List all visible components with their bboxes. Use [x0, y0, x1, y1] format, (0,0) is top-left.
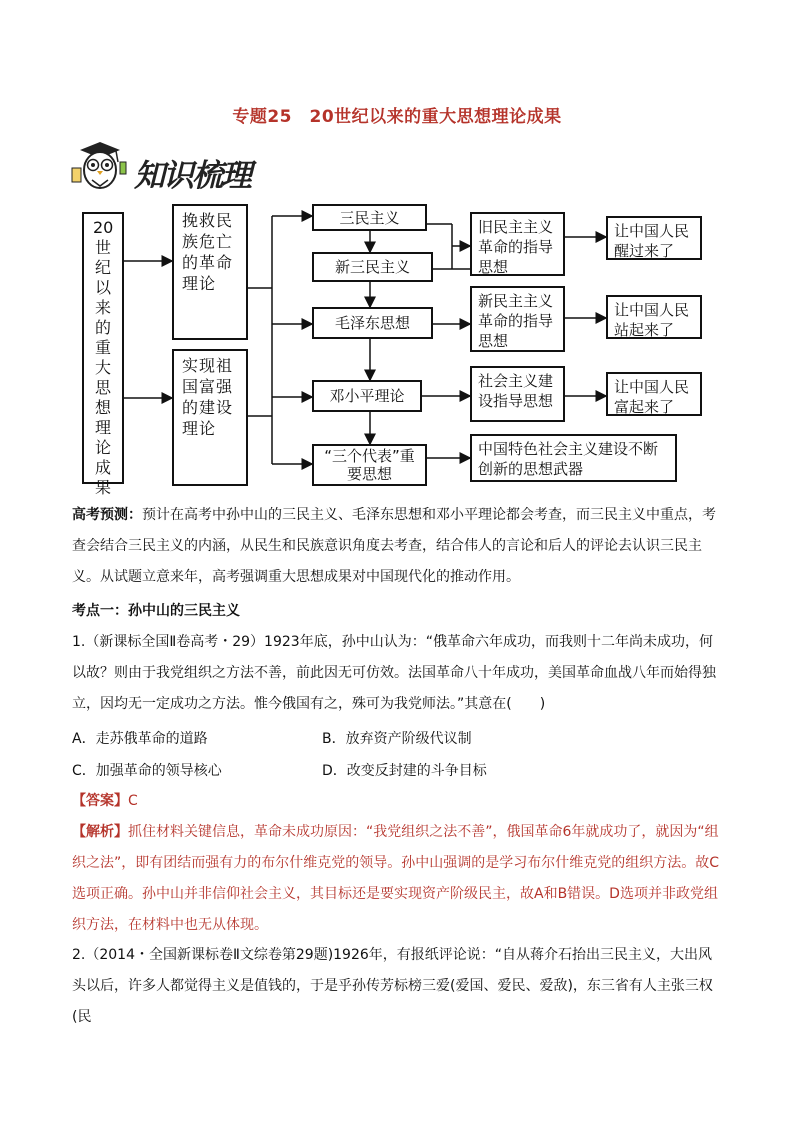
group-construction-label: 实现祖国富强的建设理论: [182, 356, 234, 438]
theory-box-deng: [312, 380, 422, 412]
analysis-text: 抓住材料关键信息，革命未成功原因：“我党组织之法不善”，俄国革命6年就成功了，就因为“组织之法”，即有团结而强有力的布尔什维克党的领导。孙中山强调的是学习布尔什维克党的组织方法。故C选项正确。孙中山并非信仰社会主义，其目标还是要实现资产阶级民主，故A和B错误。D选项并非政党组织方法，在材料中也无从体现。: [72, 824, 720, 933]
q1-answer: [72, 786, 726, 817]
theory-label: 三民主义: [339, 208, 400, 227]
role-label: 新民主主义革命的指导思想: [478, 292, 554, 350]
root-box: [82, 212, 124, 497]
result-label: 让中国人民站起来了: [614, 301, 690, 339]
q1-option-b: B．放弃资产阶级代议制: [322, 731, 472, 747]
q1-option-c: C．加强革命的领导核心: [72, 763, 222, 779]
forecast-paragraph: [72, 500, 726, 593]
group-revolution-label: 挽救民族危亡的革命理论: [182, 211, 234, 293]
q1-option-a: A．走苏俄革命的道路: [72, 731, 208, 747]
result-label: 让中国人民醒过来了: [614, 222, 690, 260]
owl-logo-icon: [66, 138, 130, 198]
question-1-stem: 1.（新课标全国Ⅱ卷高考・29）1923年底，孙中山认为：“俄革命六年成功，而我则十二年尚未成功，何以故？则由于我党组织之方法不善，前此因无可仿效。法国革命八十年成功，美国革命血战八年而始得独立，因均无一定成功之方法。惟今俄国有之，殊可为我党师法。”其意在( ): [72, 634, 716, 712]
result-label: 让中国人民富起来了: [614, 378, 690, 416]
role-box-socialist: [470, 366, 565, 422]
mind-map-diagram: [60, 204, 736, 497]
theory-label: “三个代表”重要思想: [324, 447, 415, 483]
theory-box-mao: [312, 307, 433, 339]
result-box-rich: [606, 372, 702, 416]
root-label: 20世纪以来的重大思想理论成果: [93, 218, 114, 497]
theory-label: 新三民主义: [334, 258, 410, 276]
page-title: 专题25 20世纪以来的重大思想理论成果: [232, 107, 562, 127]
result-box-awaken: [606, 216, 702, 260]
role-label: 社会主义建设指导思想: [478, 372, 554, 410]
answer-label: 【答案】: [72, 793, 128, 809]
theory-box-sanmin: [312, 204, 427, 231]
role-box-old-democratic: [470, 212, 565, 276]
q1-option-d: D．改变反封建的斗争目标: [322, 763, 487, 779]
theory-box-new-sanmin: [312, 252, 433, 282]
section-heading: 考点一：孙中山的三民主义: [72, 603, 240, 619]
theory-box-three-represents: [312, 444, 427, 486]
theory-label: 毛泽东思想: [334, 314, 410, 332]
role-box-new-democratic: [470, 286, 565, 352]
logo-text: 知识梳理: [134, 158, 250, 194]
analysis-label: 【解析】: [72, 824, 128, 840]
role-box-innovation: [470, 434, 677, 482]
forecast-text: 预计在高考中孙中山的三民主义、毛泽东思想和邓小平理论都会考查，而三民主义中重点，考查会结合三民主义的内涵，从民生和民族意识角度去考查，结合伟人的言论和后人的评论去认识三民主义。从试题立意来年，高考强调重大思想成果对中国现代化的推动作用。: [72, 507, 716, 585]
question-2-stem: 2.（2014・全国新课标卷Ⅱ文综卷第29题)1926年，有报纸评论说：“自从蒋介石抬出三民主义，大出风头以后，许多人都觉得主义是值钱的，于是乎孙传芳标榜三爱(爱国、爱民、爱敌)，东三省有人主张三权(民: [72, 947, 713, 1025]
result-box-stand-up: [606, 295, 702, 339]
forecast-label: 高考预测：: [72, 507, 142, 523]
theory-label: 邓小平理论: [329, 387, 405, 405]
group-construction-box: [172, 349, 248, 486]
role-label: 旧民主主义革命的指导思想: [478, 218, 554, 276]
role-label: 中国特色社会主义建设不断创新的思想武器: [478, 440, 659, 478]
answer-value: C: [128, 793, 138, 809]
q1-analysis: [72, 817, 726, 941]
group-revolution-box: [172, 204, 248, 340]
